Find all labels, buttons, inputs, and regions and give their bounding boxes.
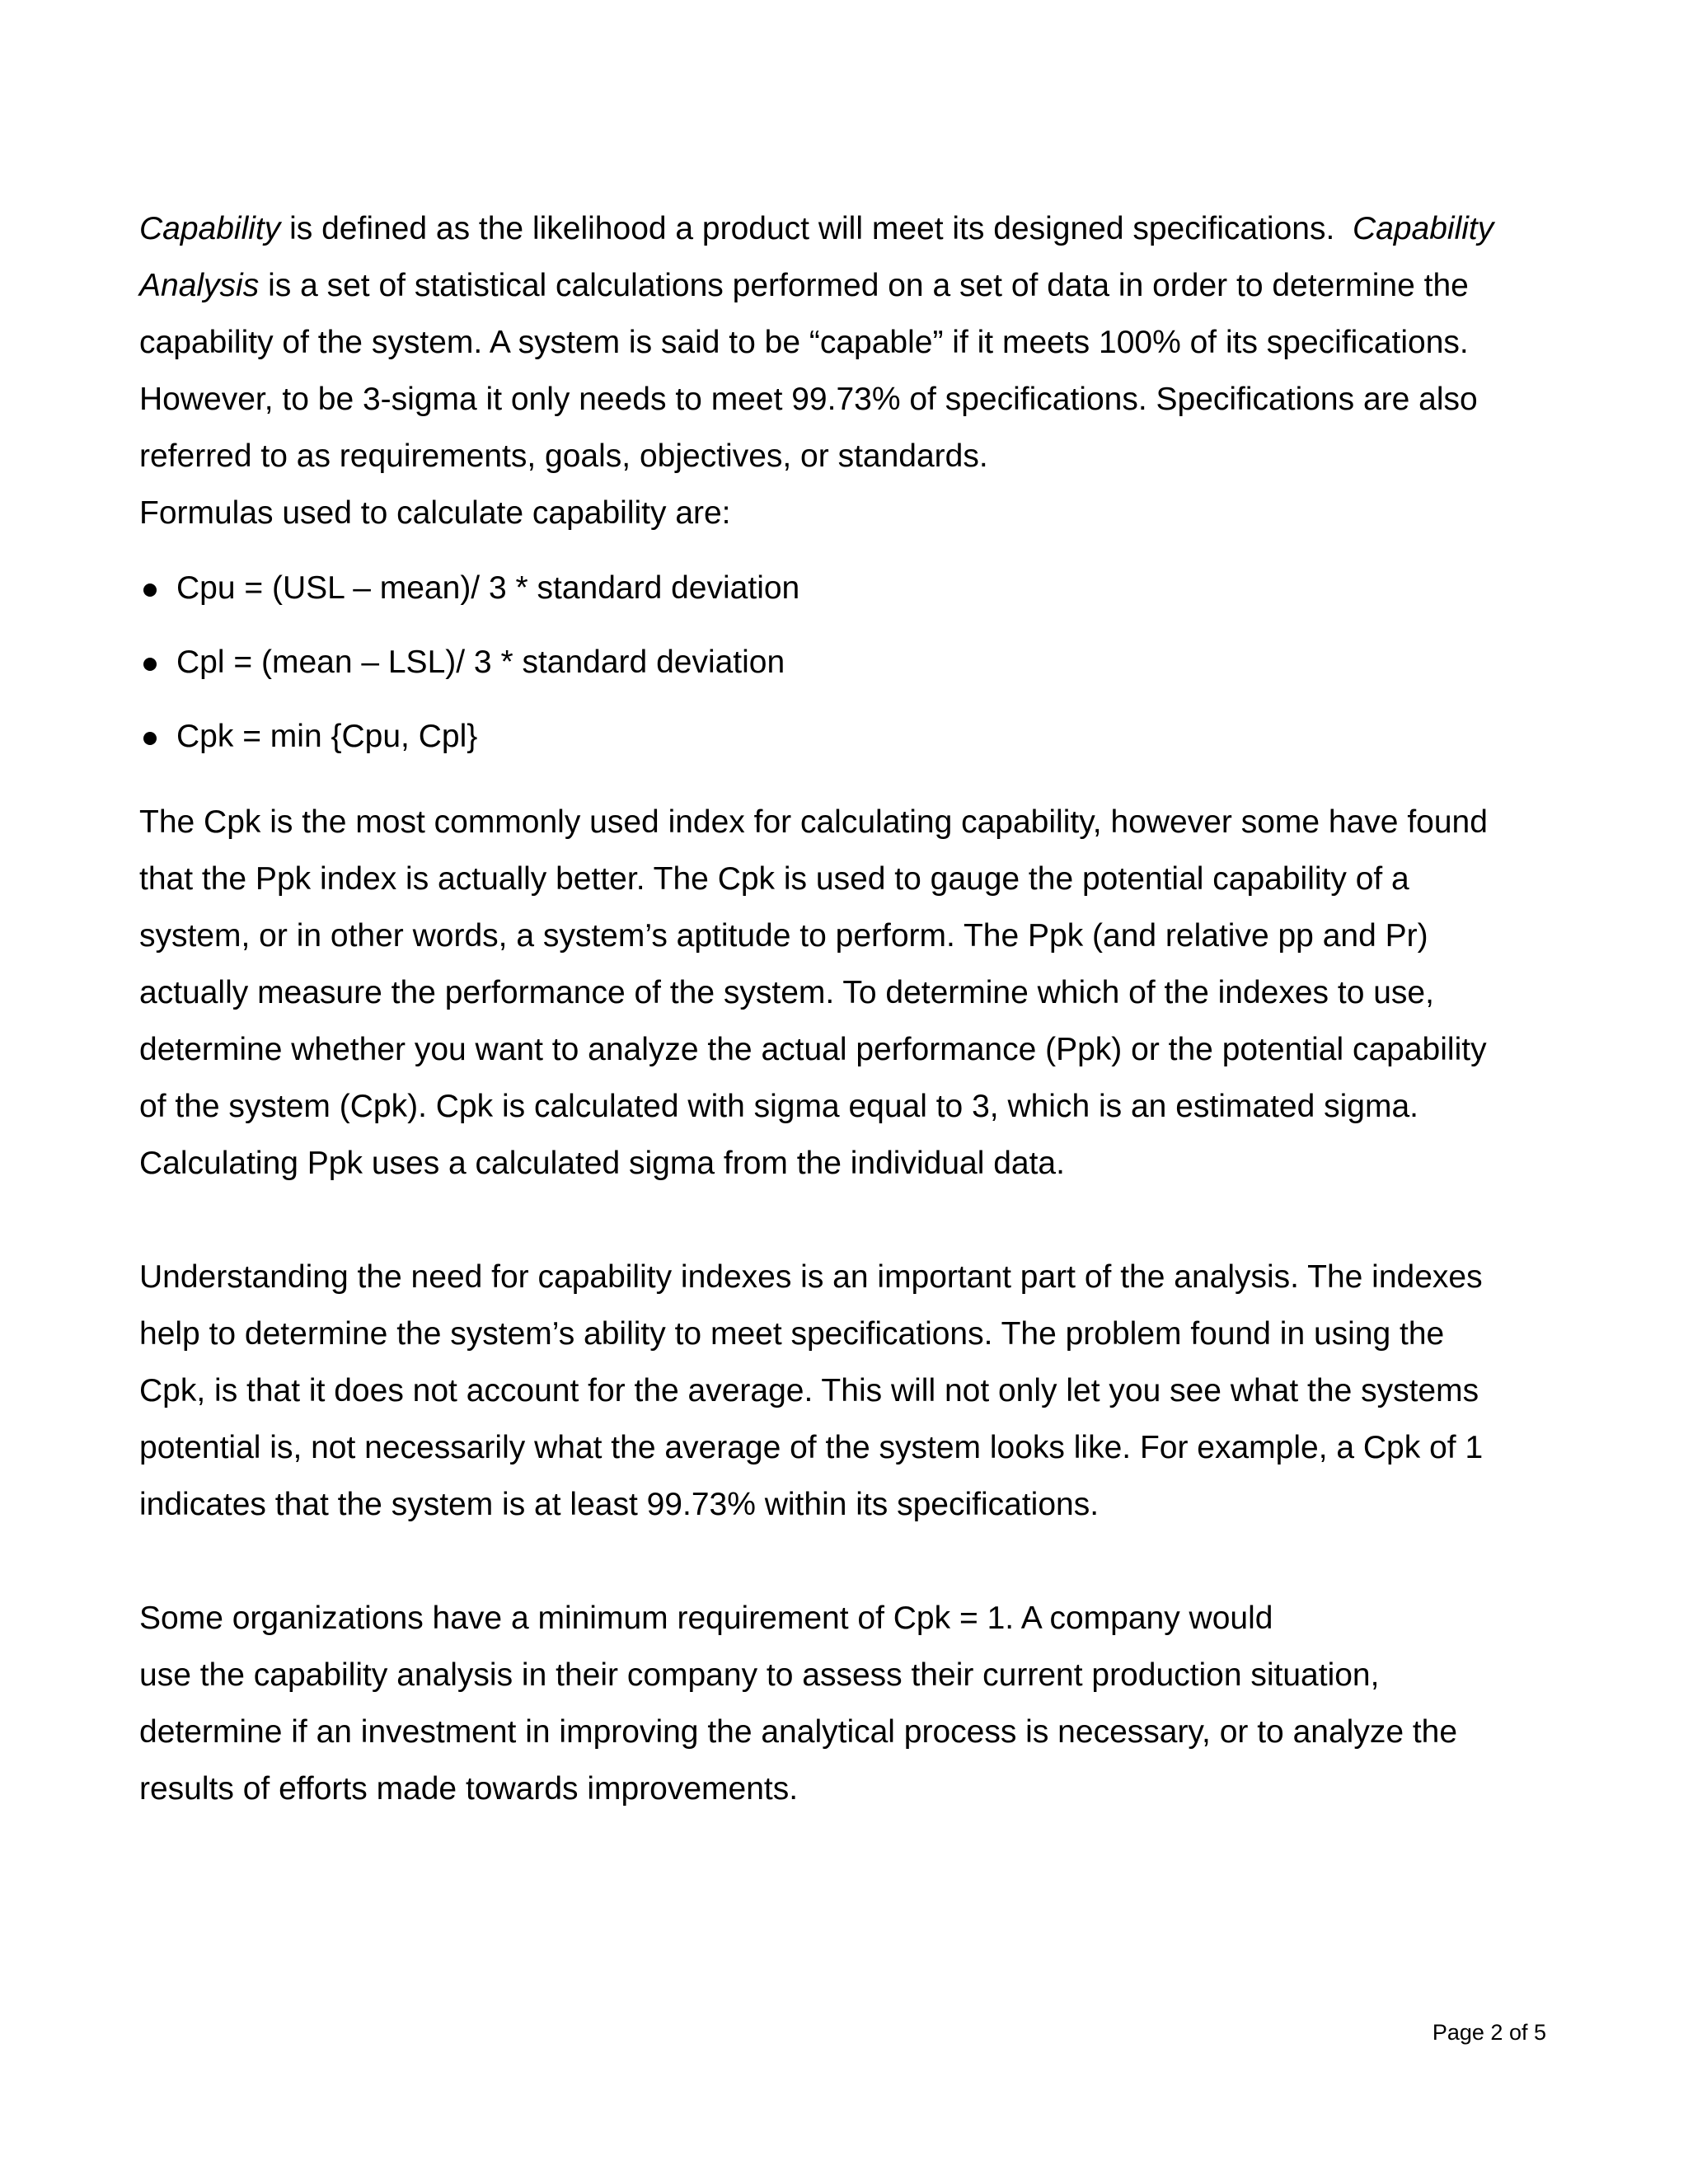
text-line: system, or in other words, a system’s aptitude to perform. The Ppk (and relative pp and Pr)	[139, 918, 1428, 954]
formula-list	[139, 551, 1557, 774]
paragraph-minimum-requirement	[139, 1590, 1557, 1817]
text-line	[139, 257, 1557, 314]
paragraph-spacer	[139, 1533, 1557, 1590]
text-line: referred to as requirements, goals, objectives, or standards.	[139, 438, 988, 474]
text-line: The Cpk is the most commonly used index for calculating capability, however some have found	[139, 804, 1488, 840]
text-line: Formulas used to calculate capability are:	[139, 495, 731, 531]
text-line	[139, 200, 1557, 257]
text-line: Some organizations have a minimum requirement of Cpk = 1. A company would	[139, 1601, 1273, 1636]
formula-item: Cpu = (USL – mean)/ 3 * standard deviation	[139, 551, 1557, 626]
text-line: Understanding the need for capability indexes is an important part of the analysis. The indexes	[139, 1259, 1483, 1295]
paragraph-capability-indexes	[139, 1249, 1557, 1533]
text-line: determine if an investment in improving the analytical process is necessary, or to analyze the	[139, 1714, 1458, 1750]
text-line: determine whether you want to analyze the actual performance (Ppk) or the potential capability	[139, 1032, 1487, 1067]
formula-item: Cpk = min {Cpu, Cpl}	[139, 700, 1557, 774]
text-line: actually measure the performance of the system. To determine which of the indexes to use,	[139, 975, 1434, 1010]
text-span: is a set of statistical calculations performed on a set of data in order to determine the	[259, 268, 1469, 303]
text-line: However, to be 3-sigma it only needs to meet 99.73% of specifications. Specifications are also	[139, 382, 1478, 417]
paragraph-cpk-vs-ppk	[139, 794, 1557, 1192]
text-line: help to determine the system’s ability to meet specifications. The problem found in using the	[139, 1316, 1445, 1352]
formula-item: Cpl = (mean – LSL)/ 3 * standard deviation	[139, 626, 1557, 700]
italic-term: Capability	[1352, 211, 1494, 246]
page-number: Page 2 of 5	[1432, 2020, 1546, 2045]
paragraph-capability-definition	[139, 200, 1557, 541]
italic-term: Capability	[139, 211, 281, 246]
text-line: use the capability analysis in their company to assess their current production situation,	[139, 1657, 1380, 1693]
text-line: potential is, not necessarily what the average of the system looks like. For example, a Cpk of 1	[139, 1430, 1484, 1465]
text-span: is defined as the likelihood a product will meet its designed specifications.	[280, 211, 1353, 246]
paragraph-spacer	[139, 1192, 1557, 1249]
text-line: indicates that the system is at least 99.73% within its specifications.	[139, 1487, 1100, 1522]
text-line: of the system (Cpk). Cpk is calculated with sigma equal to 3, which is an estimated sigma.	[139, 1089, 1418, 1124]
document-body	[139, 200, 1557, 1817]
text-line: capability of the system. A system is said to be “capable” if it meets 100% of its specifications.	[139, 325, 1469, 360]
text-line: Cpk, is that it does not account for the average. This will not only let you see what the systems	[139, 1373, 1479, 1408]
italic-term: Analysis	[139, 268, 260, 303]
text-line: Calculating Ppk uses a calculated sigma from the individual data.	[139, 1146, 1065, 1181]
text-line: results of efforts made towards improvements.	[139, 1771, 799, 1807]
text-line: that the Ppk index is actually better. The Cpk is used to gauge the potential capability of a	[139, 861, 1409, 897]
